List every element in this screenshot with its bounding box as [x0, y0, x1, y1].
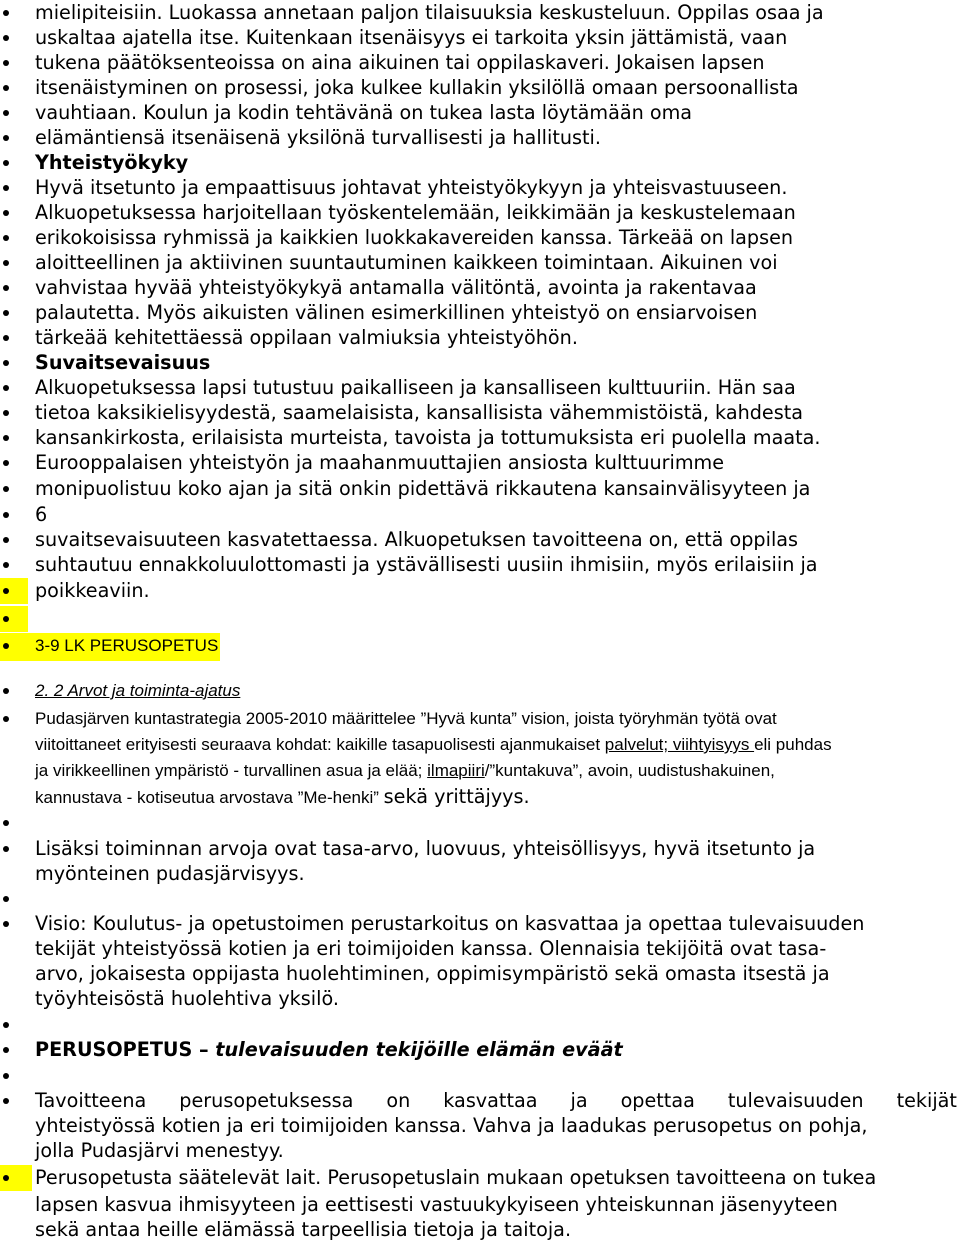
bullet-icon [3, 210, 9, 216]
paragraph-line: vauhtiaan. Koulun ja kodin tehtävänä on tukea lasta löytämään oma [35, 101, 693, 124]
bullet-icon [3, 310, 9, 316]
list-item [0, 1217, 960, 1243]
bullet-icon [3, 588, 9, 594]
underlined-text: ilmapiiri [427, 761, 485, 780]
paragraph-line: Alkuopetuksessa harjoitellaan työskentelemään, leikkimään ja keskustelemaan [35, 201, 796, 224]
list-item [0, 300, 960, 326]
list-item [0, 936, 960, 962]
list-item [0, 578, 960, 604]
paragraph-line: poikkeaviin. [35, 579, 150, 602]
section-heading: Suvaitsevaisuus [35, 351, 211, 374]
bullet-icon [3, 921, 9, 927]
bullet-icon [3, 285, 9, 291]
list-item [0, 527, 960, 553]
paragraph-line: uskaltaa ajatella itse. Kuitenkaan itsenäisyys ei tarkoita yksin jättämistä, vaan [35, 26, 788, 49]
paragraph-line: lapsen kasvua ihmisyyteen ja eettisesti vastuukykyiseen yhteiskunnan jäsenyyteen [35, 1193, 838, 1216]
list-item [0, 1088, 960, 1114]
bullet-icon [3, 85, 9, 91]
list-item [0, 1165, 960, 1191]
list-item [0, 350, 960, 376]
paragraph-line: työyhteisöstä huolehtiva yksilö. [35, 987, 339, 1010]
word: opettaa [620, 1089, 695, 1112]
list-item [0, 502, 960, 528]
bullet-icon [3, 486, 9, 492]
bullet-icon [3, 410, 9, 416]
word: perusopetuksessa [179, 1089, 354, 1112]
list-item [0, 1037, 960, 1063]
paragraph-line: monipuolistuu koko ajan ja sitä onkin pidettävä rikkautena kansainvälisyyteen ja [35, 477, 811, 500]
paragraph-line: tärkeää kehitettäessä oppilaan valmiuksia yhteistyöhön. [35, 326, 578, 349]
list-item [0, 633, 960, 659]
list-item [0, 758, 960, 784]
list-item [0, 986, 960, 1012]
paragraph-line: palautetta. Myös aikuisten välinen esimerkillinen yhteistyö on ensiarvoisen [35, 301, 758, 324]
bullet-icon [3, 35, 9, 41]
bullet-icon [3, 360, 9, 366]
paragraph-line: Lisäksi toiminnan arvoja ovat tasa-arvo, luovuus, yhteisöllisyys, hyvä itsetunto ja [35, 837, 816, 860]
bullet-icon [3, 716, 9, 722]
bullet-icon [3, 512, 9, 518]
bullet-icon [3, 896, 9, 902]
bullet-icon [3, 10, 9, 16]
paragraph-line: Alkuopetuksessa lapsi tutustuu paikalliseen ja kansalliseen kulttuuriin. Hän saa [35, 376, 796, 399]
paragraph-line: tietoa kaksikielisyydestä, saamelaisista, kansallisista vähemmistöistä, kahdesta [35, 401, 804, 424]
paragraph-line: aloitteellinen ja aktiivinen suuntautuminen kaikkeen toimintaan. Aikuinen voi [35, 251, 778, 274]
word: kasvattaa [443, 1089, 538, 1112]
list-item [0, 400, 960, 426]
bullet-icon [3, 235, 9, 241]
list-item [0, 200, 960, 226]
bullet-icon [3, 562, 9, 568]
list-item [0, 732, 960, 758]
paragraph-line: erikokoisissa ryhmissä ja kaikkien luokkakavereiden kanssa. Tärkeää on lapsen [35, 226, 794, 249]
paragraph-line: Visio: Koulutus- ja opetustoimen perustarkoitus on kasvattaa ja opettaa tulevaisuuden [35, 912, 865, 935]
list-item [0, 1113, 960, 1139]
paragraph-line [35, 784, 530, 811]
list-item [0, 861, 960, 887]
list-item [0, 75, 960, 101]
paragraph-line: vahvistaa hyvää yhteistyökykyä antamalla välitöntä, avointa ja rakentavaa [35, 276, 757, 299]
page-number: 6 [35, 503, 48, 526]
word: on [386, 1089, 411, 1112]
bullet-icon [3, 460, 9, 466]
text-run: /”kuntakuva”, avoin, uudistushakuinen, [484, 761, 775, 780]
paragraph-line: Pudasjärven kuntastrategia 2005-2010 määrittelee ”Hyvä kunta” vision, joista työryhmän työtä ovat [35, 709, 777, 728]
bullet-icon [3, 1047, 9, 1053]
list-item [0, 425, 960, 451]
bullet-icon [3, 688, 9, 694]
list-item [0, 375, 960, 401]
paragraph-line: arvo, jokaisesta oppijasta huolehtiminen, oppimisympäristö sekä omasta itsestä ja [35, 962, 830, 985]
bullet-icon [3, 1175, 9, 1181]
paragraph-line [35, 758, 775, 784]
text-run: eli puhdas [754, 735, 832, 754]
text-run: ja virikkeellinen ympäristö - turvallinen asua ja elää; [35, 761, 428, 780]
list-item [0, 225, 960, 251]
paragraph-line: mielipiteisiin. Luokassa annetaan paljon tilaisuuksia keskusteluun. Oppilas osaa ja [35, 1, 824, 24]
bullet-icon [3, 335, 9, 341]
section-heading: 2. 2 Arvot ja toiminta-ajatus [35, 681, 241, 700]
paragraph-line: Perusopetusta säätelevät lait. Perusopetuslain mukaan opetuksen tavoitteena on tukea [35, 1166, 877, 1189]
list-item [0, 250, 960, 276]
bullet-icon [3, 1022, 9, 1028]
paragraph-line: yhteistyössä kotien ja eri toimijoiden kanssa. Vahva ja laadukas perusopetus on pohja, [35, 1114, 868, 1137]
section-heading: Yhteistyökyky [35, 151, 189, 174]
paragraph-line: jolla Pudasjärvi menestyy. [35, 1139, 284, 1162]
bullet-icon [3, 1098, 9, 1104]
list-item [0, 325, 960, 351]
list-item [0, 1192, 960, 1218]
paragraph-line: sekä antaa heille elämässä tarpeellisia tietoja ja taitoja. [35, 1218, 572, 1241]
paragraph-line: Eurooppalaisen yhteistyön ja maahanmuuttajien ansiosta kulttuurimme [35, 451, 725, 474]
list-item [0, 678, 960, 704]
list-item [0, 911, 960, 937]
word: tulevaisuuden [727, 1089, 864, 1112]
list-item [0, 50, 960, 76]
list-item [0, 552, 960, 578]
list-item [0, 125, 960, 151]
bullet-icon [3, 846, 9, 852]
list-item [0, 1063, 960, 1089]
word: ja [570, 1089, 588, 1112]
list-item [0, 961, 960, 987]
paragraph-line: suvaitsevaisuuteen kasvatettaessa. Alkuopetuksen tavoitteena on, että oppilas [35, 528, 799, 551]
bullet-icon [3, 185, 9, 191]
list-item [0, 100, 960, 126]
text-run: viitoittaneet erityisesti seuraava kohdat: kaikille tasapuolisesti ajanmukaiset [35, 735, 605, 754]
section-heading [35, 1037, 623, 1063]
list-item [0, 175, 960, 201]
section-heading: 3-9 LK PERUSOPETUS [35, 636, 219, 655]
bullet-icon [3, 60, 9, 66]
paragraph-line: suhtautuu ennakkoluulottomasti ja ystävällisesti uusiin ihmisiin, myös erilaisiin ja [35, 553, 818, 576]
list-item [0, 1138, 960, 1164]
bullet-icon [3, 160, 9, 166]
heading-italic-part: tulevaisuuden tekijöille elämän eväät [215, 1038, 623, 1061]
list-item [0, 606, 960, 632]
bullet-icon [3, 820, 9, 826]
list-item [0, 784, 960, 810]
paragraph-line: itsenäistyminen on prosessi, joka kulkee kullakin yksilöllä omaan persoonallista [35, 76, 799, 99]
paragraph-line: tukena päätöksenteoissa on aina aikuinen tai oppilaskaveri. Jokaisen lapsen [35, 51, 765, 74]
paragraph-line [35, 732, 832, 758]
bullet-icon [3, 135, 9, 141]
bullet-icon [3, 435, 9, 441]
list-item [0, 706, 960, 732]
bullet-icon [3, 385, 9, 391]
list-item [0, 476, 960, 502]
paragraph-line: elämäntiensä itsenäisenä yksilönä turvallisesti ja hallitusti. [35, 126, 601, 149]
word: tekijät [896, 1089, 957, 1112]
paragraph-line: kansankirkosta, erilaisista murteista, tavoista ja tottumuksista eri puolella maata. [35, 426, 821, 449]
bullet-icon [3, 110, 9, 116]
bullet-icon [3, 616, 9, 622]
justified-line [35, 1088, 957, 1114]
list-item [0, 886, 960, 912]
bullet-icon [3, 260, 9, 266]
heading-dash: – [192, 1038, 216, 1061]
word: Tavoitteena [35, 1089, 147, 1112]
paragraph-line: tekijät yhteistyössä kotien ja eri toimijoiden kanssa. Olennaisia tekijöitä ovat tasa- [35, 937, 827, 960]
list-item [0, 810, 960, 836]
bullet-icon [3, 1073, 9, 1079]
underlined-text: palvelut; viihtyisyys [604, 735, 755, 754]
list-item [0, 0, 960, 26]
list-item [0, 150, 960, 176]
bullet-icon [3, 537, 9, 543]
paragraph-line: myönteinen pudasjärvisyys. [35, 862, 305, 885]
paragraph-line: Hyvä itsetunto ja empaattisuus johtavat yhteistyökykyyn ja yhteisvastuuseen. [35, 176, 788, 199]
list-item [0, 1012, 960, 1038]
list-item [0, 275, 960, 301]
heading-bold-part: PERUSOPETUS [35, 1038, 193, 1061]
list-item [0, 450, 960, 476]
list-item [0, 25, 960, 51]
text-run: kannustava - kotiseutua arvostava ”Me-henki” [35, 788, 384, 807]
list-item [0, 836, 960, 862]
bullet-icon [3, 643, 9, 649]
text-run: sekä yrittäjyys. [383, 785, 530, 808]
